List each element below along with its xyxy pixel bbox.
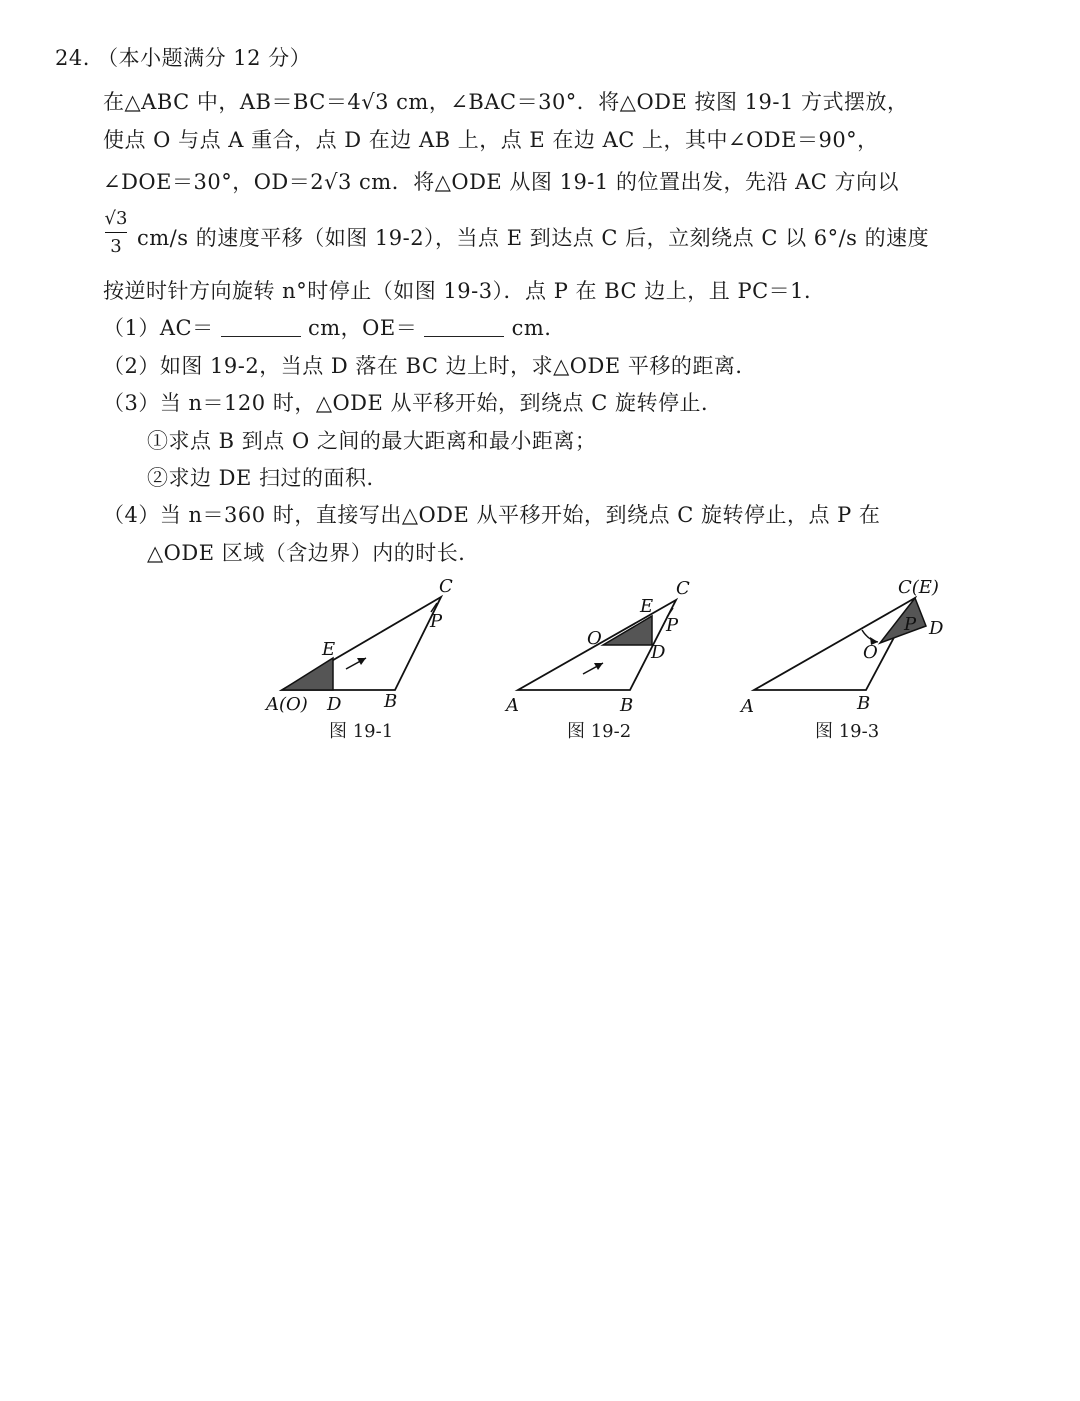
answer-blank-oe[interactable] — [424, 318, 504, 337]
stem-line-2: 使点 O 与点 A 重合，点 D 在边 AB 上，点 E 在边 AC 上，其中∠ODE＝90°， — [103, 128, 879, 152]
answer-blank-ac[interactable] — [221, 318, 301, 337]
figure-19-2 — [504, 578, 690, 716]
label-p-2: P — [666, 615, 679, 636]
part-3-sub-1: ①求点 B 到点 O 之间的最大距离和最小距离； — [147, 429, 597, 453]
part-4-line-2: △ODE 区域（含边界）内的时长． — [147, 541, 480, 565]
label-b-3: B — [857, 693, 871, 714]
label-p-1: P — [430, 611, 443, 632]
triangle-ode-2 — [603, 616, 652, 645]
caption-figure-19-2: 图 19-2 — [567, 721, 632, 742]
label-p-3: P — [904, 614, 917, 635]
caption-figure-19-1: 图 19-1 — [329, 721, 394, 742]
fraction-numerator: √3 — [104, 208, 128, 229]
label-e-1: E — [322, 639, 336, 660]
part-3: （3）当 n＝120 时，△ODE 从平移开始，到绕点 C 旋转停止． — [103, 391, 723, 415]
label-b-2: B — [620, 695, 634, 716]
label-c-e-3: C(E) — [898, 577, 939, 598]
fraction-denominator: 3 — [110, 236, 122, 257]
label-c-2: C — [676, 578, 690, 599]
stem-line-1: 在△ABC 中，AB＝BC＝4√3 cm，∠BAC＝30°．将△ODE 按图 19-1 方式摆放， — [103, 90, 909, 114]
triangle-abc-3 — [754, 598, 915, 690]
rotation-arrow-3 — [862, 630, 878, 642]
label-a-2: A — [506, 695, 519, 716]
label-a-o-1: A(O) — [266, 694, 308, 715]
figure-19-1 — [264, 576, 453, 715]
caption-figure-19-3: 图 19-3 — [815, 721, 880, 742]
label-a-3: A — [741, 696, 754, 717]
label-o-2: O — [587, 628, 602, 649]
label-d-2: D — [651, 642, 666, 663]
label-d-1: D — [327, 694, 342, 715]
part-1: （1）AC＝ cm，OE＝ cm. — [103, 316, 552, 340]
triangle-ode-1 — [282, 658, 333, 690]
label-o-3: O — [863, 642, 878, 663]
part-4-line-1: （4）当 n＝360 时，直接写出△ODE 从平移开始，到绕点 C 旋转停止，点 P 在 — [103, 503, 881, 527]
part-3-sub-2: ②求边 DE 扫过的面积． — [147, 466, 389, 490]
figure-19-3 — [739, 577, 944, 717]
figures — [0, 570, 1080, 770]
label-b-1: B — [384, 691, 398, 712]
stem-line-3: ∠DOE＝30°，OD＝2√3 cm．将△ODE 从图 19-1 的位置出发，先沿 AC 方向以 — [103, 170, 900, 194]
label-e-2: E — [640, 596, 654, 617]
stem-line-5: 按逆时针方向旋转 n°时停止（如图 19-3）．点 P 在 BC 边上，且 PC＝1． — [103, 279, 826, 303]
label-c-1: C — [439, 576, 453, 597]
question-header: （本小题满分 12 分） — [97, 46, 312, 70]
stem-line-4: cm/s 的速度平移（如图 19-2），当点 E 到达点 C 后，立刻绕点 C 以 6°/s 的速度 — [137, 226, 930, 250]
question-number: 24. — [55, 46, 90, 70]
label-d-3: D — [929, 618, 944, 639]
part-2: （2）如图 19-2，当点 D 落在 BC 边上时，求△ODE 平移的距离． — [103, 354, 757, 378]
fraction-bar — [105, 232, 127, 233]
